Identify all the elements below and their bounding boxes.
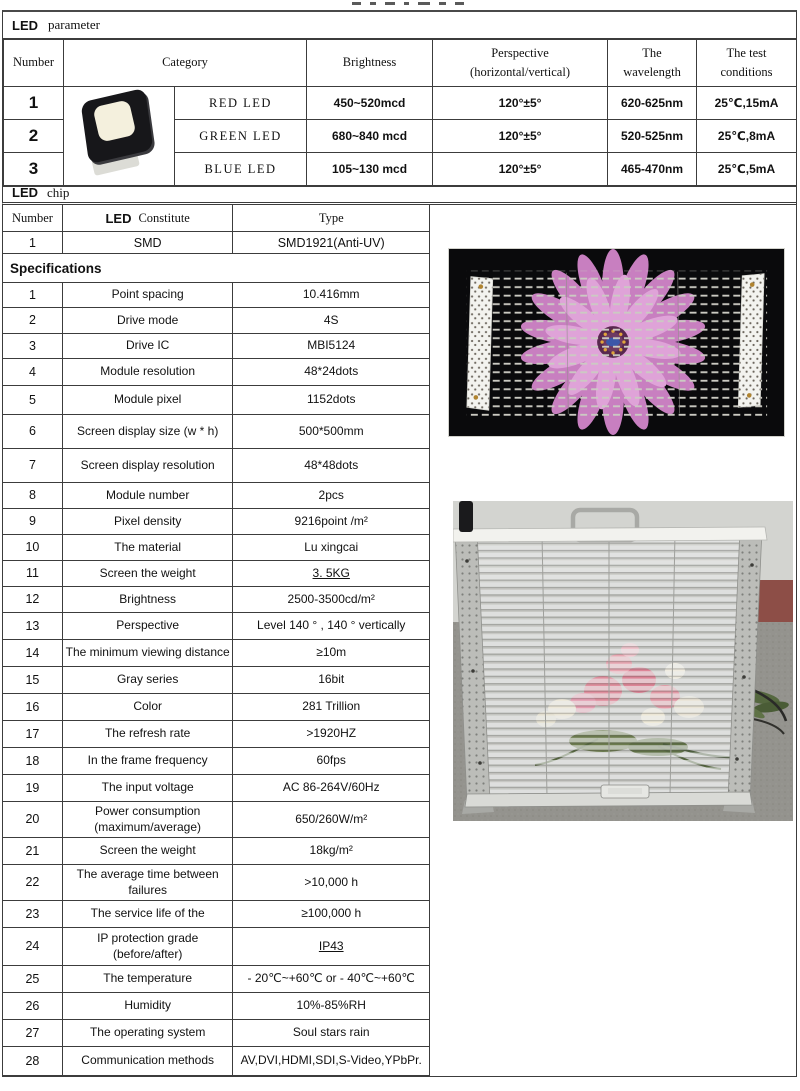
spec-value: ≥100,000 h — [233, 901, 430, 927]
panel-top-bar — [453, 527, 767, 542]
spec-row — [3, 802, 430, 838]
led-chip-title-rest: chip — [47, 184, 70, 200]
spec-name: Perspective — [63, 613, 234, 639]
row-number: 3 — [4, 153, 64, 186]
spec-row — [3, 667, 430, 694]
spec-name: In the frame frequency — [63, 748, 234, 774]
photo-transparent-led-panel-svg — [453, 501, 793, 821]
test-cell: 25℃,15mA — [697, 87, 797, 120]
spec-name: The average time between failures — [63, 865, 234, 900]
spec-value: 500*500mm — [233, 415, 430, 448]
spec-row — [3, 308, 430, 334]
table-row — [4, 87, 797, 120]
spec-name: The temperature — [63, 966, 234, 992]
spec-row — [3, 386, 430, 415]
spec-number: 1 — [3, 283, 63, 307]
pcb-strip-right — [738, 274, 764, 408]
header-category: Category — [64, 40, 307, 87]
spec-row — [3, 535, 430, 561]
spec-number: 26 — [3, 993, 63, 1019]
spec-value: 4S — [233, 308, 430, 333]
spec-name: Screen the weight — [63, 838, 234, 864]
chip-header-constitute: LED Constitute — [63, 205, 234, 231]
spec-value: 3. 5KG — [233, 561, 430, 586]
header-number: Number — [4, 40, 64, 87]
spec-number: 5 — [3, 386, 63, 414]
spec-name: Brightness — [63, 587, 234, 612]
spec-number: 11 — [3, 561, 63, 586]
spec-name: Point spacing — [63, 283, 234, 307]
spec-row — [3, 1047, 430, 1076]
spec-row — [3, 928, 430, 966]
spec-row — [3, 966, 430, 993]
spec-number: 13 — [3, 613, 63, 639]
photo-transparent-led-panel — [453, 501, 793, 821]
spec-name: Module pixel — [63, 386, 234, 414]
spec-number: 16 — [3, 694, 63, 720]
spec-value: 2pcs — [233, 483, 430, 508]
spec-name: The refresh rate — [63, 721, 234, 747]
spec-number: 20 — [3, 802, 63, 837]
led-chip-row — [3, 232, 430, 254]
spec-row — [3, 561, 430, 587]
spec-number: 18 — [3, 748, 63, 774]
spec-row — [3, 838, 430, 865]
specifications-title: Specifications — [3, 254, 430, 283]
spec-number: 21 — [3, 838, 63, 864]
spec-name: Humidity — [63, 993, 234, 1019]
spec-number: 2 — [3, 308, 63, 333]
chip-header-type: Type — [233, 205, 430, 231]
led-parameter-title — [3, 12, 796, 39]
header-test-conditions: The test conditions — [697, 40, 797, 87]
spec-number: 22 — [3, 865, 63, 900]
spec-number: 4 — [3, 359, 63, 385]
chip-header-number: Number — [3, 205, 63, 231]
spec-name: Screen display size (w * h) — [63, 415, 234, 448]
chip-number: 1 — [3, 232, 63, 253]
spec-value: 10.416mm — [233, 283, 430, 307]
led-parameter-title-rest: parameter — [48, 17, 100, 32]
spec-name: The service life of the — [63, 901, 234, 927]
spec-value: IP43 — [233, 928, 430, 965]
spec-value: 1152dots — [233, 386, 430, 414]
photo-led-mesh-flower — [448, 248, 785, 437]
spec-name: The operating system — [63, 1020, 234, 1046]
black-pole — [459, 501, 473, 532]
header-brightness: Brightness — [307, 40, 433, 87]
page-right-border — [796, 183, 797, 1077]
spec-row — [3, 509, 430, 535]
spec-number: 12 — [3, 587, 63, 612]
spec-row — [3, 483, 430, 509]
spec-number: 24 — [3, 928, 63, 965]
perspective-cell: 120°±5° — [433, 153, 608, 186]
led-mesh-lines — [467, 271, 767, 416]
wavelength-cell: 520-525nm — [608, 120, 697, 153]
led-parameter-table — [3, 39, 797, 186]
panel-connector-inner — [608, 788, 642, 794]
spec-value: Soul stars rain — [233, 1020, 430, 1046]
spec-value: Lu xingcai — [233, 535, 430, 560]
spec-number: 10 — [3, 535, 63, 560]
spec-row — [3, 775, 430, 802]
spec-row — [3, 1020, 430, 1047]
spec-value: 60fps — [233, 748, 430, 774]
spec-number: 23 — [3, 901, 63, 927]
spec-value: 2500-3500cd/m² — [233, 587, 430, 612]
spec-value: AC 86-264V/60Hz — [233, 775, 430, 801]
spec-row — [3, 865, 430, 901]
page-bottom-border — [2, 1076, 797, 1077]
spec-name: The input voltage — [63, 775, 234, 801]
header-perspective: Perspective (horizontal/vertical) — [433, 40, 608, 87]
perspective-cell: 120°±5° — [433, 87, 608, 120]
spec-number: 6 — [3, 415, 63, 448]
wavelength-cell: 465-470nm — [608, 153, 697, 186]
brightness-cell: 450~520mcd — [307, 87, 433, 120]
spec-number: 9 — [3, 509, 63, 534]
spec-name: Drive mode — [63, 308, 234, 333]
led-chip-title — [2, 183, 796, 205]
spec-row — [3, 721, 430, 748]
spec-value: 281 Trillion — [233, 694, 430, 720]
led-parameter-title-led: LED — [12, 17, 38, 33]
spec-number: 19 — [3, 775, 63, 801]
spec-value: >1920HZ — [233, 721, 430, 747]
category-cell: GREEN LED — [175, 120, 307, 153]
test-cell: 25℃,5mA — [697, 153, 797, 186]
spec-name: The minimum viewing distance — [63, 640, 234, 666]
spec-row — [3, 359, 430, 386]
spec-name: Module number — [63, 483, 234, 508]
spec-name: Power consumption (maximum/average) — [63, 802, 234, 837]
photo-led-mesh-flower-svg — [449, 249, 784, 436]
spec-value: Level 140 ° , 140 ° vertically — [233, 613, 430, 639]
spec-row — [3, 993, 430, 1020]
spec-value: 48*48dots — [233, 449, 430, 482]
led-chip-title-led: LED — [12, 185, 38, 200]
spec-row — [3, 587, 430, 613]
spec-value: 18kg/m² — [233, 838, 430, 864]
header-wavelength: The wavelength — [608, 40, 697, 87]
spec-name: Communication methods — [63, 1047, 234, 1075]
test-cell: 25℃,8mA — [697, 120, 797, 153]
spec-value: 650/260W/m² — [233, 802, 430, 837]
left-column — [2, 205, 430, 1076]
cut-off-text — [352, 2, 464, 6]
spec-number: 17 — [3, 721, 63, 747]
spec-row — [3, 694, 430, 721]
spec-value: ≥10m — [233, 640, 430, 666]
spec-number: 7 — [3, 449, 63, 482]
brightness-cell: 105~130 mcd — [307, 153, 433, 186]
row-number: 1 — [4, 87, 64, 120]
spec-row — [3, 283, 430, 308]
category-cell: BLUE LED — [175, 153, 307, 186]
spec-value: 9216point /m² — [233, 509, 430, 534]
spec-value: 48*24dots — [233, 359, 430, 385]
brightness-cell: 680~840 mcd — [307, 120, 433, 153]
spec-name: Pixel density — [63, 509, 234, 534]
spec-row — [3, 640, 430, 667]
spec-name: The material — [63, 535, 234, 560]
smd-led-image — [64, 87, 174, 185]
led-chip-header-row — [3, 205, 430, 232]
spec-number: 8 — [3, 483, 63, 508]
spec-row — [3, 613, 430, 640]
spec-value: 16bit — [233, 667, 430, 693]
spec-number: 28 — [3, 1047, 63, 1075]
spec-name: IP protection grade (before/after) — [63, 928, 234, 965]
spec-name: Screen the weight — [63, 561, 234, 586]
spec-value: AV,DVI,HDMI,SDI,S-Video,YPbPr. — [233, 1047, 430, 1075]
spec-number: 27 — [3, 1020, 63, 1046]
led-parameter-header-row — [4, 40, 797, 87]
spec-value: - 20℃~+60℃ or - 40℃~+60℃ — [233, 966, 430, 992]
chip-type: SMD1921(Anti-UV) — [233, 232, 430, 253]
perspective-cell: 120°±5° — [433, 120, 608, 153]
led-parameter-section — [2, 10, 797, 187]
category-cell: RED LED — [175, 87, 307, 120]
spec-row — [3, 449, 430, 483]
spec-row — [3, 901, 430, 928]
spec-name: Module resolution — [63, 359, 234, 385]
spec-row — [3, 334, 430, 359]
panel-interior — [475, 533, 742, 798]
spec-number: 3 — [3, 334, 63, 358]
spec-number: 15 — [3, 667, 63, 693]
chip-constitute: SMD — [63, 232, 234, 253]
spec-name: Drive IC — [63, 334, 234, 358]
row-number: 2 — [4, 120, 64, 153]
spec-value: >10,000 h — [233, 865, 430, 900]
spec-row — [3, 748, 430, 775]
spec-name: Gray series — [63, 667, 234, 693]
spec-number: 14 — [3, 640, 63, 666]
spec-value: MBI5124 — [233, 334, 430, 358]
wavelength-cell: 620-625nm — [608, 87, 697, 120]
spec-name: Screen display resolution — [63, 449, 234, 482]
spec-row — [3, 415, 430, 449]
spec-value: 10%-85%RH — [233, 993, 430, 1019]
spec-name: Color — [63, 694, 234, 720]
pcb-strip-left — [467, 277, 493, 411]
smd-led-photo — [64, 87, 175, 186]
spec-number: 25 — [3, 966, 63, 992]
